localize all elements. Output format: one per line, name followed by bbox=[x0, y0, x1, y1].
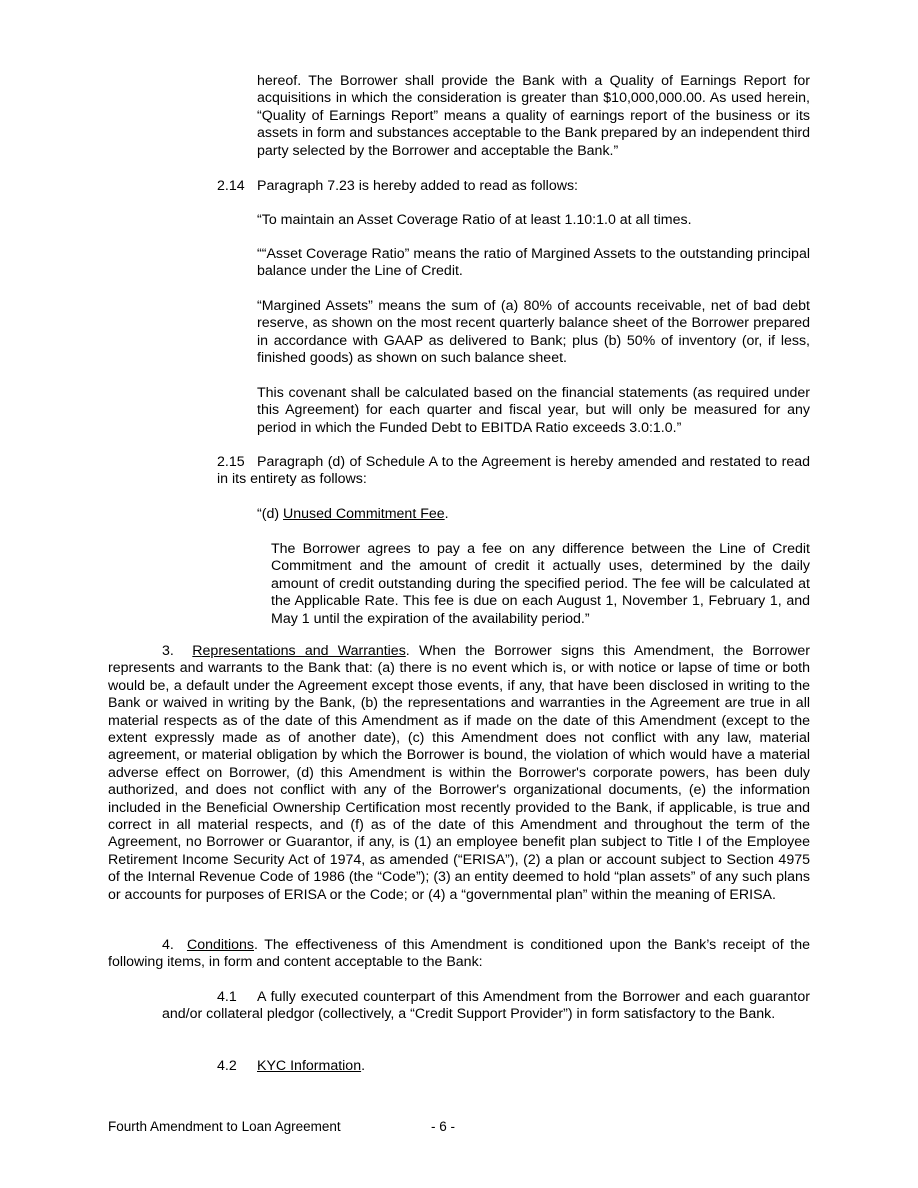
section-2-14-paragraph-4: This covenant shall be calculated based on the financial statements (as required under this Agreement) for each quarter and fiscal year, but will only be measured for any period in which the Funded Debt to EBITDA Ratio exceeds 3.0:1.0.” bbox=[257, 385, 810, 436]
section-heading: Conditions bbox=[186, 937, 254, 953]
section-2-14-paragraph-3: “Margined Assets” means the sum of (a) 80% of accounts receivable, net of bad debt reserve, as shown on the most recent quarterly balance sheet of the Borrower prepared in accordance with GAAP as delivered to Bank; plus (b) 50% of inventory (or, if less, finished goods) as shown on such balance sheet. bbox=[257, 298, 810, 367]
section-2-14-paragraph-1: “To maintain an Asset Coverage Ratio of at least 1.10:1.0 at all times. bbox=[257, 212, 692, 228]
subsection-d-body: The Borrower agrees to pay a fee on any difference between the Line of Credit Commitment and the amount of credit it actually uses, determined by the daily amount of credit outstanding during the specified period. The fee will be calculated at the Applicable Rate. This fee is due on each August 1, November 1, February 1, and May 1 until the expiration of the availability period.” bbox=[271, 541, 810, 627]
unused-commitment-fee-heading: Unused Commitment Fee bbox=[283, 506, 445, 522]
section-number: 4.1 bbox=[217, 989, 237, 1005]
section-number: 4. bbox=[162, 937, 174, 953]
section-4-1 bbox=[162, 989, 810, 1024]
section-3 bbox=[108, 643, 810, 904]
section-2-15 bbox=[217, 454, 810, 489]
section-number: 2.14 bbox=[217, 178, 245, 194]
section-4-2: 4.2 KYC Information. bbox=[217, 1058, 366, 1074]
section-body: . The effectiveness of this Amendment is conditioned upon the Bank’s receipt of the following items, in form and content acceptable to the Bank: bbox=[108, 937, 810, 971]
section-text: A fully executed counterpart of this Amendment from the Borrower and each guarantor and/or collateral pledgor (collectively, a “Credit Support Provider”) in form satisfactory to the Bank. bbox=[162, 989, 810, 1023]
section-text: Paragraph (d) of Schedule A to the Agreement is hereby amended and restated to read in its entirety as follows: bbox=[217, 454, 810, 488]
kyc-information-heading: KYC Information bbox=[257, 1058, 362, 1074]
section-heading: Representations and Warranties bbox=[192, 643, 406, 659]
footer-title: Fourth Amendment to Loan Agreement bbox=[108, 1119, 341, 1134]
section-text: Paragraph 7.23 is hereby added to read as follows: bbox=[257, 178, 578, 194]
section-4 bbox=[108, 937, 810, 972]
section-number: 2.15 bbox=[217, 454, 245, 470]
continuation-paragraph: hereof. The Borrower shall provide the Bank with a Quality of Earnings Report for acquisitions in which the consideration is greater than $10,000,000.00. As used herein, “Quality of Earnings Report” means a quality of earnings report of the business or its assets in form and substances acceptable to the Bank prepared by an independent third party selected by the Borrower and acceptable the Bank.” bbox=[257, 73, 810, 159]
section-2-14-paragraph-2: ““Asset Coverage Ratio” means the ratio of Margined Assets to the outstanding principal balance under the Line of Credit. bbox=[257, 246, 810, 280]
section-number: 4.2 bbox=[217, 1058, 237, 1074]
section-2-14 bbox=[217, 178, 810, 195]
subsection-d-heading: “(d) Unused Commitment Fee. bbox=[257, 506, 449, 522]
footer-page-number: - 6 - bbox=[431, 1119, 456, 1134]
section-body: . When the Borrower signs this Amendment, the Borrower represents and warrants to the Bank that: (a) there is no event which is, or with notice or lapse of time or both would be, a default under the Agreement except those events, if any, that have been disclosed in writing to the Bank or waived in writing by the Bank, (b) the representations and warranties in the Agreement are true in all material respects as of the date of this Amendment as if made on the date of this Amendment (except to the extent expressly made as of another date), (c) this Amendment does not conflict with any law, material agreement, or material obligation by which the Borrower is bound, the violation of which would have a material adverse effect on Borrower, (d) this Amendment is within the Borrower's corporate powers, has been duly authorized, and does not conflict with any of the Borrower's organizational documents, (e) the information included in the Beneficial Ownership Certification most recently provided to the Bank, if applicable, is true and correct in all material respects, and (f) as of the date of this Amendment and throughout the term of the Agreement, no Borrower or Guarantor, if any, is (1) an employee benefit plan subject to Title I of the Employee Retirement Income Security Act of 1974, as amended (“ERISA”), (2) a plan or account subject to Section 4975 of the Internal Revenue Code of 1986 (the “Code”); (3) an entity deemed to hold “plan assets” of any such plans or accounts for purposes of ERISA or the Code; or (4) a “governmental plan” within the meaning of ERISA. bbox=[108, 643, 810, 903]
section-number: 3. bbox=[162, 643, 174, 659]
